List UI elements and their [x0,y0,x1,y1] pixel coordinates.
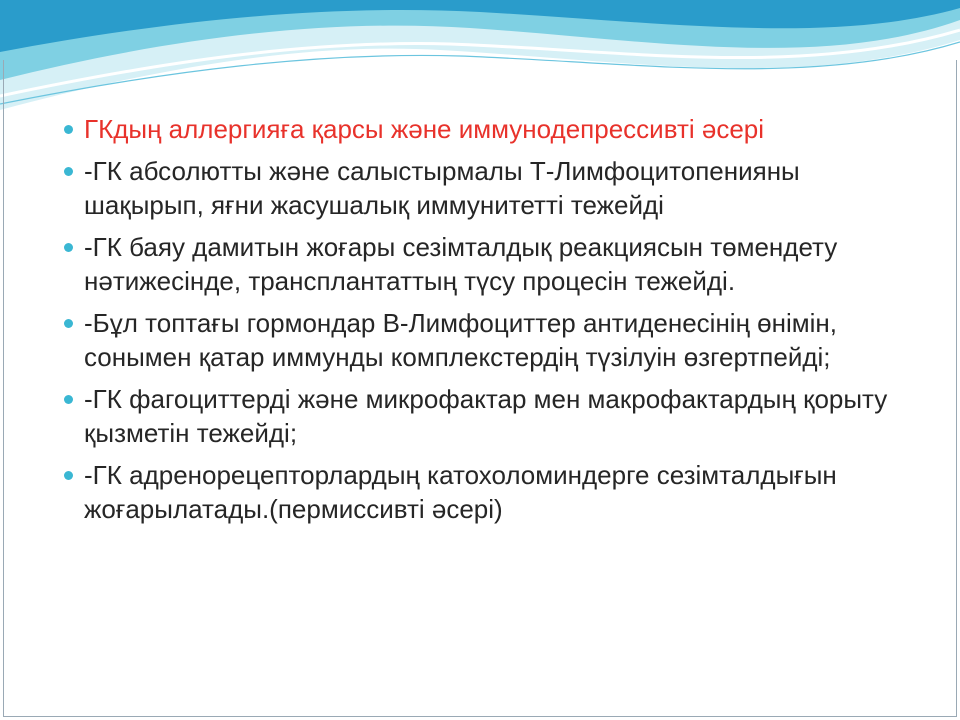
bullet-text: -Бұл топтағы гормондар В-Лимфоциттер антиденесінің өнімін, сонымен қатар иммунды комплекстердің түзілуін өзгертпейді; [84,308,837,372]
bullet-text: -ГК баяу дамитын жоғары сезімталдық реакциясын төмендету нәтижесінде, трансплантаттың түсу процесін тежейді. [84,232,838,296]
bullet-dot-icon [64,319,73,328]
bullet-item-heading [64,112,914,146]
header-wave-decoration [0,0,960,120]
bullet-text: -ГК фагоциттерді және микрофактар мен макрофактардың қорыту қызметін тежейді; [84,384,888,448]
bullet-text: -ГК абсолютты және салыстырмалы Т-Лимфоцитопенияны шақырып, яғни жасушалық иммунитетті тежейді [84,156,800,220]
bullet-dot-icon [64,395,73,404]
frame-right-border [956,60,957,716]
bullet-dot-icon [64,167,73,176]
bullet-text: -ГК адренорецепторлардың катохоломиндерге сезімталдығын жоғарылатады.(пермиссивті әсері) [84,460,837,524]
slide-content [64,112,914,534]
bullet-item [64,306,914,374]
bullet-item [64,382,914,450]
bullet-dot-icon [64,125,73,134]
bullet-dot-icon [64,243,73,252]
bullet-item [64,458,914,526]
bullet-list [64,112,914,526]
frame-bottom-border [3,716,957,717]
bullet-item [64,230,914,298]
bullet-dot-icon [64,471,73,480]
frame-left-border [3,60,4,716]
bullet-item [64,154,914,222]
bullet-text: ГКдың аллергияға қарсы және иммунодепрессивті әсері [84,114,765,144]
